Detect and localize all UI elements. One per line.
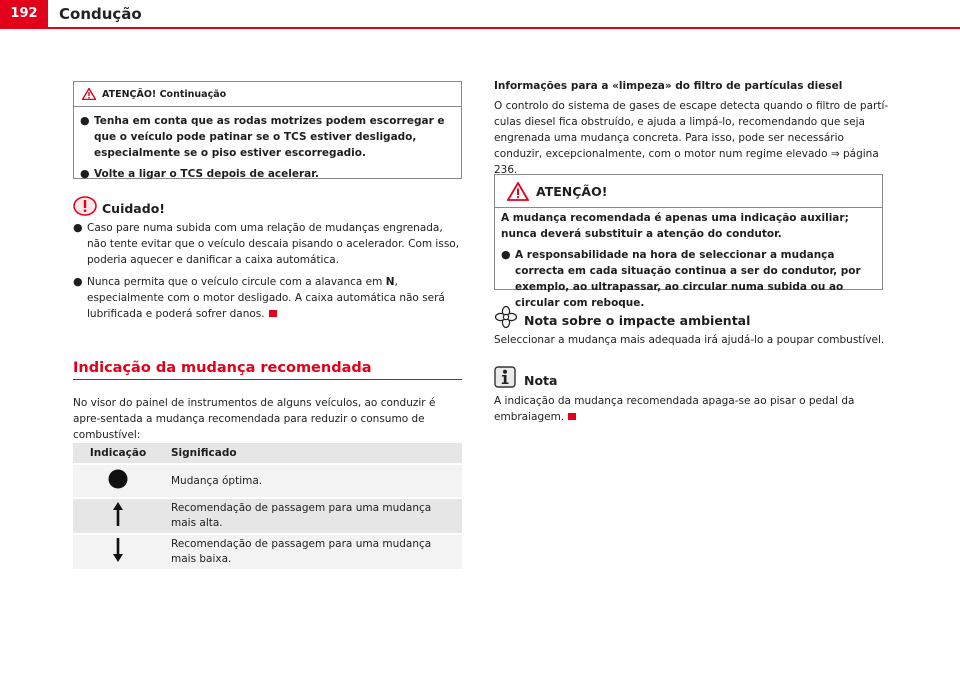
table-row: Recomendação de passagem para uma mudança mais alta. [73,499,462,533]
end-mark [568,413,576,420]
table-header: Indicação [73,443,163,463]
caution-title: Cuidado! [102,201,165,216]
section-intro: No visor do painel de instrumentos de alguns veículos, ao conduzir é apre-sentada a mudança recomendada para reduzir o consumo de combustível: [73,397,436,441]
warning-title: ATENÇÃO! [536,183,608,199]
table-row: Recomendação de passagem para uma mudança mais baixa. [73,535,462,569]
section-title: Indicação da mudança recomendada [73,360,372,376]
warning-box [494,174,883,309]
header-rule [0,27,960,29]
warning-triangle-icon [507,182,529,201]
warning-triangle-icon [82,88,96,100]
caution-icon [73,196,97,216]
arrow-down-icon [112,538,124,562]
arrow-up-icon [112,502,124,526]
list-item: ● A responsabilidade na hora de seleccionar a mudança correcta em cada situação continua a ser do condutor, por exemplo, ao ultrapassar, ao circular numa subida ou ao circular com reboque. [501,248,861,309]
list-item: ● Tenha em conta que as rodas motrizes podem escorregar e que o veículo pode patinar se o TCS estiver desligado, especialmente se o piso estiver escorregadio. [80,114,445,159]
environment-note [494,306,889,348]
dpf-text: O controlo do sistema de gases de escape detecta quando o filtro de partí-culas diesel fica obstruído, e ajuda a limpá-lo, recomendando que seja engrenada uma mudança concreta. Para isso, pode ser necessário conduzir, excepcionalmente, com o motor num regime elevado ⇒ página 236. [494,100,889,176]
list-item: ● Caso pare numa subida com uma relação de mudanças engrenada, não tente evitar que o veículo descaia pisando o acelerador. Com isso, poderia aquecer e danificar a caixa automática. [73,221,460,266]
environment-note-title: Nota sobre o impacte ambiental [524,313,751,328]
table-row: Mudança óptima. [73,465,462,497]
info-icon [494,366,516,388]
dpf-title: Informações para a «limpeza» do filtro de partículas diesel [494,80,843,92]
warning-continued-box [73,81,462,179]
warning-lead: A mudança recomendada é apenas uma indicação auxiliar; nunca deverá substituir a atenção do condutor. [501,212,849,240]
note-text: A indicação da mudança recomendada apaga-se ao pisar o pedal da embraiagem. [494,395,855,423]
page-ref-link[interactable]: página 236. [494,148,879,176]
page-ref-arrow: ⇒ [830,148,840,160]
page-number: 192 [0,0,48,27]
environment-note-text: Seleccionar a mudança mais adequada irá ajudá-lo a poupar combustível. [494,334,885,346]
end-mark [269,310,277,317]
indication-table [73,441,462,571]
dot-icon [108,469,128,489]
list-item: ● Nunca permita que o veículo circule com a alavanca em N, especialmente com o motor desligado. A caixa automática não será lubrificada e poderá sofrer danos. [73,275,445,320]
flower-icon [494,306,518,328]
note-section [494,366,889,425]
caution-section [73,196,463,322]
chapter-title: Condução [59,5,142,23]
table-header: Significado [163,443,462,463]
warning-continued-title: ATENÇÃO! Continuação [102,88,227,100]
section-rule [73,379,462,380]
list-item: ● Volte a ligar o TCS depois de acelerar. [80,167,319,180]
note-title: Nota [524,373,558,388]
